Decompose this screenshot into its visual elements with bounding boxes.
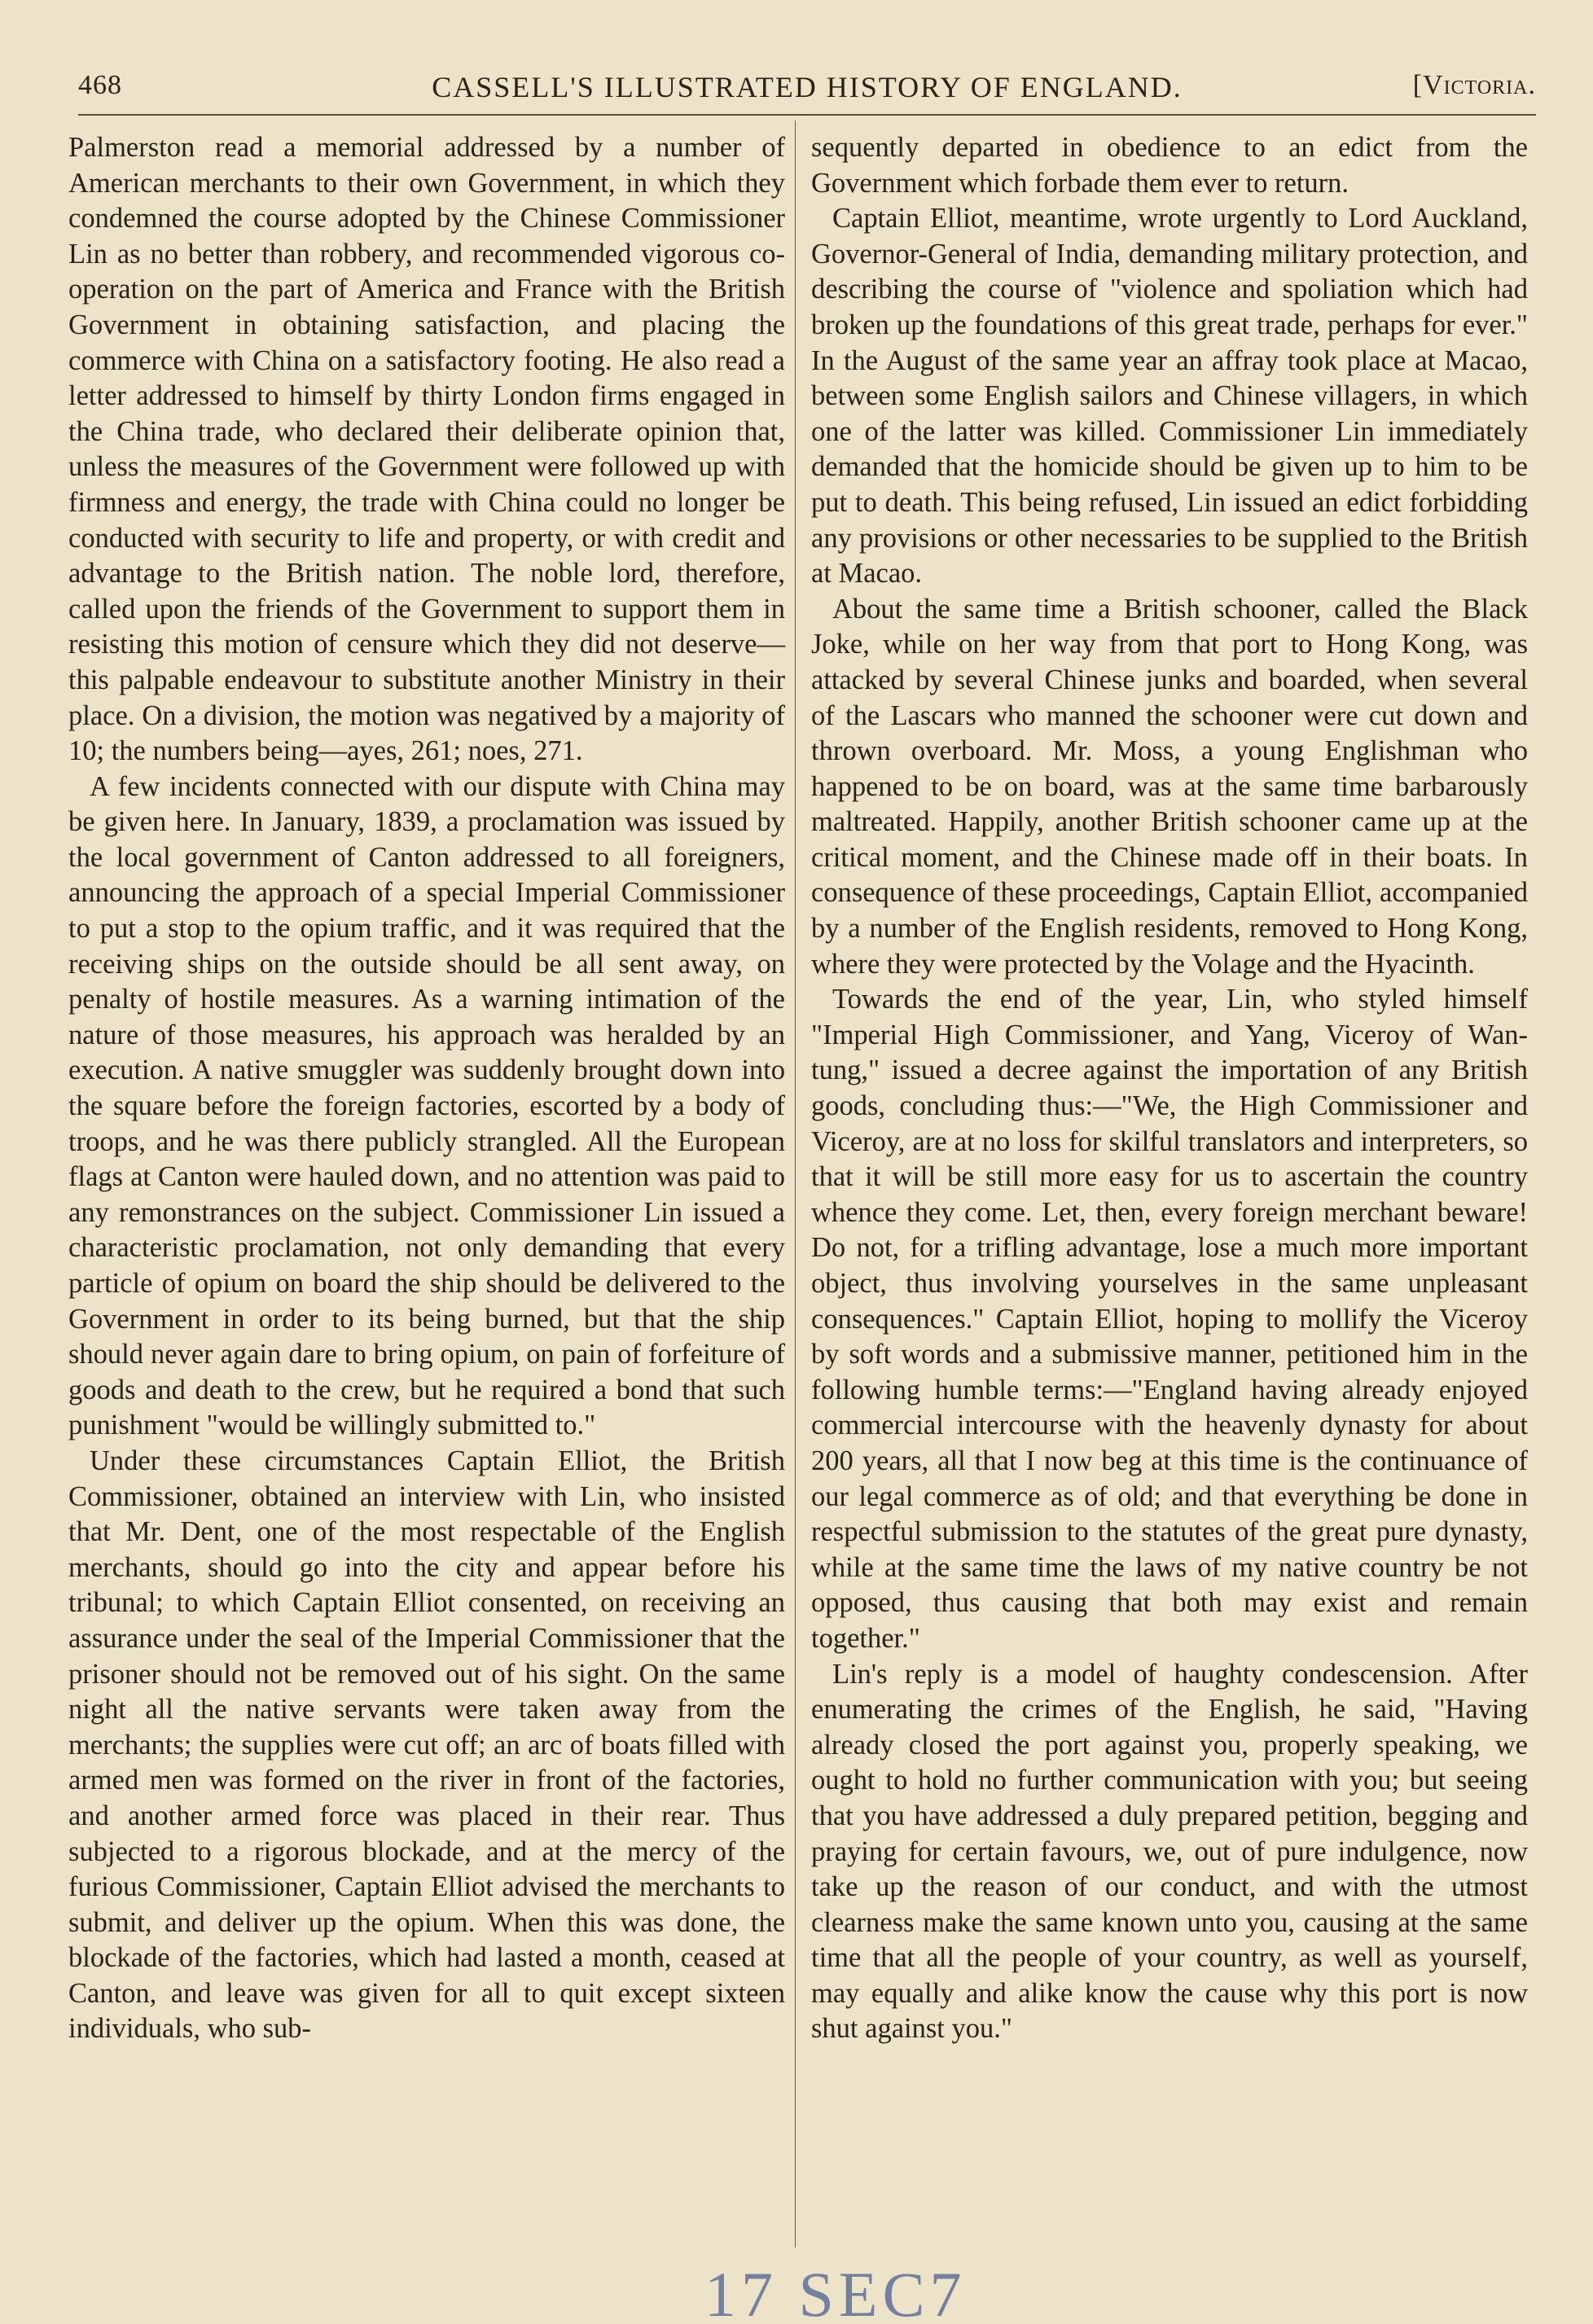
- reign-label: [Victoria.: [1412, 70, 1536, 100]
- paragraph: A few incidents connected with our dispute with China may be given here. In January, 1839, a proclamation was issued by the local government of Canton addressed to all foreigners, announcing the approach of a special Imperial Commissioner to put a stop to the opium traffic, and it was required that the receiving ships on the outside should be all sent away, on penalty of hostile measures. As a warning intimation of the nature of those measures, his approach was heralded by an execution. A native smuggler was suddenly brought down into the square before the foreign factories, escorted by a body of troops, and he was there publicly strangled. All the European flags at Canton were hauled down, and no attention was paid to any remonstrances on the subject. Commissioner Lin issued a characteristic proclamation, not only demanding that every particle of opium on board the ship should be delivered to the Government in order to its being burned, but that the ship should never again dare to bring opium, on pain of forfeiture of goods and death to the crew, but he required a bond that such punishment "would be willingly submitted to.": [68, 770, 785, 1441]
- paragraph: Palmerston read a memorial addressed by a number of American merchants to their own Government, in which they condemned the course adopted by the Chinese Commissioner Lin as no better than robbery, and recommended vigorous co-operation on the part of America and France with the British Government in obtaining satisfaction, and placing the commerce with China on a satisfactory footing. He also read a letter addressed to himself by thirty London firms engaged in the China trade, who declared their deliberate opinion that, unless the measures of the Government were followed up with firmness and energy, the trade with China could no longer be conducted with security to life and property, or with credit and advantage to the British nation. The noble lord, therefore, called upon the friends of the Government to support them in resisting this motion of censure which they did not deserve—this palpable endeavour to substitute another Ministry in their place. On a division, the motion was negatived by a majority of 10; the numbers being—ayes, 261; noes, 271.: [68, 132, 785, 767]
- right-column: [811, 130, 1528, 2047]
- running-header: [78, 64, 1536, 106]
- paragraph: Under these circumstances Captain Elliot, the British Commissioner, obtained an interview with Lin, who insisted that Mr. Dent, one of the most respectable of the English merchants, should go into the city and appear before his tribunal; to which Captain Elliot consented, on receiving an assurance under the seal of the Imperial Commissioner that the prisoner should not be removed out of his sight. On the same night all the native servants were taken away from the merchants; the supplies were cut off; an arc of boats filled with armed men was formed on the river in front of the factories, and another armed force was placed in their rear. Thus subjected to a rigorous blockade, and at the mercy of the furious Commissioner, Captain Elliot advised the merchants to submit, and deliver up the opium. When this was done, the blockade of the factories, which had lasted a month, ceased at Canton, and leave was given for all to quit except sixteen individuals, who sub-: [68, 1445, 785, 2045]
- paragraph: sequently departed in obedience to an edict from the Government which forbade them ever to return.: [811, 132, 1528, 199]
- header-rule: [78, 114, 1536, 116]
- paragraph: Lin's reply is a model of haughty condescension. After enumerating the crimes of the English, he said, "Having already closed the port against you, properly speaking, we ought to hold no further communication with you; but seeing that you have addressed a duly prepared petition, begging and praying for certain favours, we, out of pure indulgence, now take up the reason of our conduct, and with the utmost clearness make the same known unto you, causing at the same time that all the people of your country, as well as yourself, may equally and alike know the cause why this port is now shut against you.": [811, 1658, 1528, 2045]
- paragraph: About the same time a British schooner, called the Black Joke, while on her way from that port to Hong Kong, was attacked by several Chinese junks and boarded, when several of the Lascars who manned the schooner were cut down and thrown overboard. Mr. Moss, a young Englishman who happened to be on board, was at the same time barbarously maltreated. Happily, another British schooner came up at the critical moment, and the Chinese made off in their boats. In consequence of these proceedings, Captain Elliot, accompanied by a number of the English residents, removed to Hong Kong, where they were protected by the Volage and the Hyacinth.: [811, 593, 1528, 980]
- paragraph: Captain Elliot, meantime, wrote urgently to Lord Auckland, Governor-General of India, demanding military protection, and describing the course of "violence and spoliation which had broken up the foundations of this great trade, perhaps for ever." In the August of the same year an affray took place at Macao, between some English sailors and Chinese villagers, in which one of the latter was killed. Commissioner Lin immediately demanded that the homicide should be given up to him to be put to death. This being refused, Lin issued an edict forbidding any provisions or other necessaries to be supplied to the British at Macao.: [811, 203, 1528, 590]
- column-rule: [795, 121, 796, 2247]
- library-stamp: [696, 2259, 967, 2324]
- left-column: [68, 130, 785, 2047]
- paragraph: Towards the end of the year, Lin, who styled himself "Imperial High Commissioner, and Yang, Viceroy of Wan-tung," issued a decree against the importation of any British goods, concluding thus:—"We, the High Commissioner and Viceroy, are at no loss for skilful translators and interpreters, so that it will be still more easy for us to ascertain the country whence they come. Let, then, every foreign merchant beware! Do not, for a trifling advantage, lose a much more important object, thus involving yourselves in the same unpleasant consequences." Captain Elliot, hoping to mollify the Viceroy by soft words and a submissive manner, petitioned him in the following humble terms:—"England having already enjoyed commercial intercourse with the heavenly dynasty for about 200 years, all that I now beg at this time is the continuance of our legal commerce as of old; and that everything be done in respectful submission to the statutes of the great pure dynasty, while at the same time the laws of my native country be not opposed, thus causing that both may exist and remain together.": [811, 984, 1528, 1654]
- running-title: CASSELL'S ILLUSTRATED HISTORY OF ENGLAND.: [432, 71, 1183, 103]
- page-number: 468: [78, 70, 122, 100]
- library-stamp-text: 17 SEC7: [704, 2259, 967, 2324]
